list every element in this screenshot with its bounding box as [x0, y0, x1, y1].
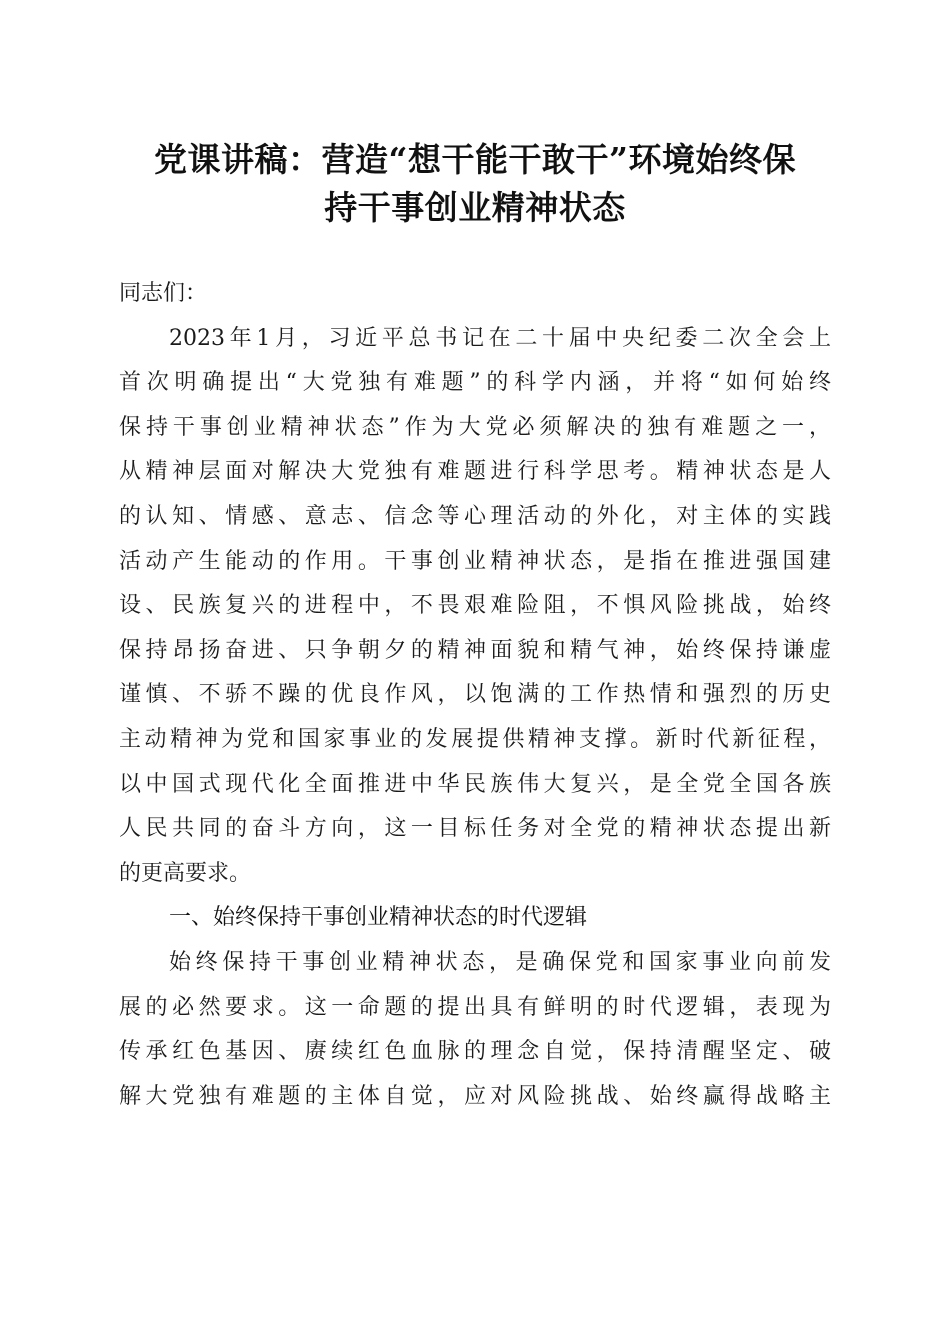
title-line: 党课讲稿：营造“想干能干敢干”环境始终保 — [154, 140, 796, 179]
paragraph-line: 的认知、情感、意志、信念等心理活动的外化，对主体的实践 — [119, 503, 831, 529]
paragraph-line: 保持干事创业精神状态”作为大党必须解决的独有难题之一， — [119, 414, 831, 440]
document-title — [110, 136, 840, 232]
paragraph-line: 的更高要求。 — [119, 860, 252, 886]
paragraph-line: 始终保持干事创业精神状态，是确保党和国家事业向前发 — [169, 949, 831, 975]
paragraph-line: 首次明确提出“大党独有难题”的科学内涵，并将“如何始终 — [119, 370, 831, 396]
paragraph-line: 展的必然要求。这一命题的提出具有鲜明的时代逻辑，表现为 — [119, 994, 831, 1020]
paragraph-line: 以中国式现代化全面推进中华民族伟大复兴，是全党全国各族 — [119, 771, 831, 797]
salutation: 同志们： — [119, 281, 208, 306]
paragraph-line: 人民共同的奋斗方向，这一目标任务对全党的精神状态提出新 — [119, 816, 831, 842]
paragraph-line: 传承红色基因、赓续红色血脉的理念自觉，保持清醒坚定、破 — [119, 1039, 831, 1065]
paragraph-line: 2023年1月，习近平总书记在二十届中央纪委二次全会上 — [169, 325, 831, 351]
paragraph-line: 谨慎、不骄不躁的优良作风，以饱满的工作热情和强烈的历史 — [119, 682, 831, 708]
document-body — [119, 272, 831, 1119]
paragraph-line: 从精神层面对解决大党独有难题进行科学思考。精神状态是人 — [119, 459, 831, 485]
title-line: 持干事创业精神状态 — [324, 188, 626, 227]
paragraph-line: 主动精神为党和国家事业的发展提供精神支撑。新时代新征程， — [119, 726, 831, 752]
paragraph-line: 保持昂扬奋进、只争朝夕的精神面貌和精气神，始终保持谦虚 — [119, 637, 831, 663]
paragraph-line: 设、民族复兴的进程中，不畏艰难险阻，不惧风险挑战，始终 — [119, 593, 831, 619]
paragraph-line: 解大党独有难题的主体自觉，应对风险挑战、始终赢得战略主 — [119, 1083, 831, 1109]
section-heading: 一、始终保持干事创业精神状态的时代逻辑 — [169, 905, 588, 931]
paragraph-line: 活动产生能动的作用。干事创业精神状态，是指在推进强国建 — [119, 548, 831, 574]
